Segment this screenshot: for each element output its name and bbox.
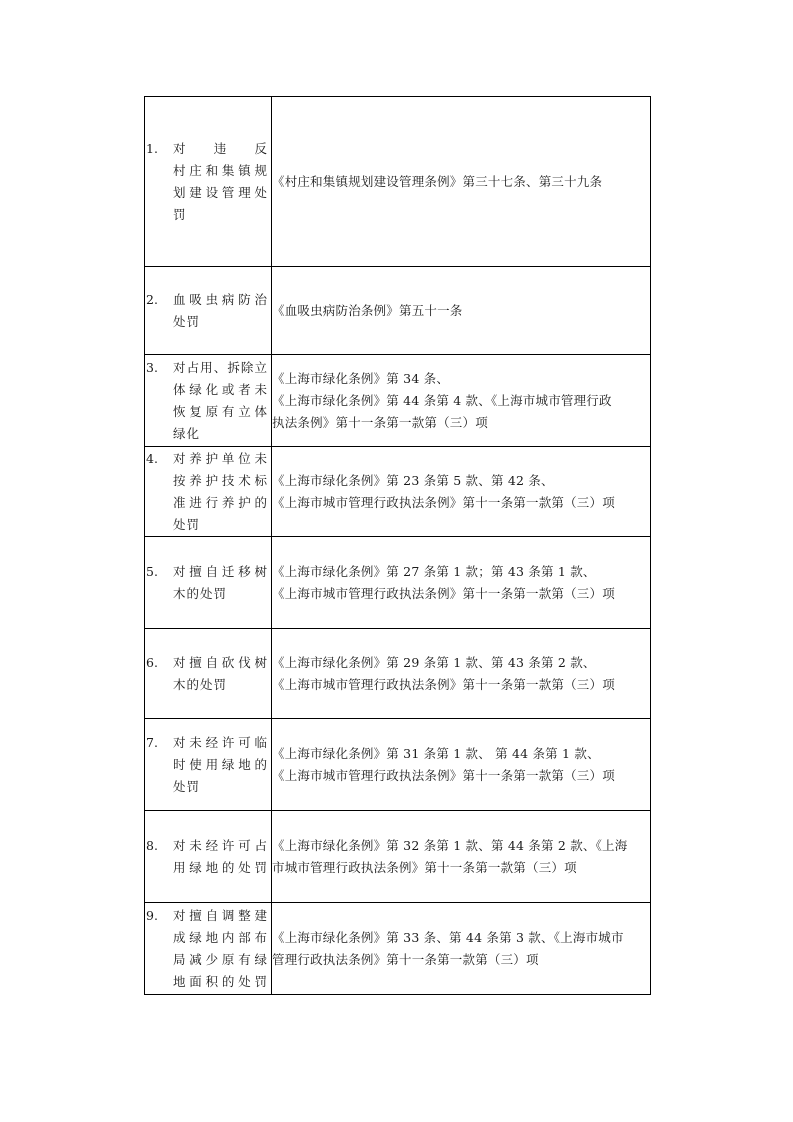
legal-basis-line: 《血吸虫病防治条例》第五十一条 [272, 302, 463, 318]
table-row [145, 629, 651, 719]
penalty-item-name-line: 准进行养护的 [173, 494, 268, 510]
penalty-item-name-line: 对养护单位未 [173, 450, 268, 466]
legal-basis-line: 《上海市绿化条例》第 23 条第 5 款、第 42 条、 [272, 472, 554, 488]
penalty-item-name-line: 划建设管理处 [173, 184, 268, 200]
penalty-item-name-line: 村庄和集镇规 [173, 162, 268, 178]
legal-basis-line: 《上海市城市管理行政执法条例》第十一条第一款第（三）项 [272, 676, 615, 692]
penalty-item-name-line: 血吸虫病防治 [173, 291, 268, 307]
penalty-item-name-line: 处罚 [173, 778, 201, 794]
legal-basis-line: 执法条例》第十一条第一款第（三）项 [272, 414, 488, 430]
penalty-item-name-line: 局减少原有绿 [173, 951, 268, 967]
legal-basis-line: 《上海市城市管理行政执法条例》第十一条第一款第（三）项 [272, 585, 615, 601]
penalty-table [144, 96, 651, 995]
table-row [145, 97, 651, 267]
item-number: 7. [146, 734, 158, 750]
penalty-item-name-line: 时使用绿地的 [173, 756, 268, 772]
penalty-item-name [173, 289, 268, 333]
penalty-item-name-line: 体绿化或者未 [173, 381, 268, 397]
table-row [145, 903, 651, 995]
legal-basis-cell [272, 811, 651, 903]
legal-basis-line: 《上海市绿化条例》第 29 条第 1 款、第 43 条第 2 款、 [272, 654, 596, 670]
penalty-item-name-line: 处罚 [173, 313, 201, 329]
penalty-item-name-line: 用绿地的处罚 [173, 859, 268, 875]
table-row [145, 537, 651, 629]
legal-basis-cell [272, 719, 651, 811]
penalty-item-cell [145, 97, 272, 267]
table-row [145, 719, 651, 811]
penalty-item-cell [145, 811, 272, 903]
item-number: 3. [146, 359, 158, 375]
legal-basis-cell [272, 447, 651, 537]
legal-basis-cell [272, 629, 651, 719]
penalty-item-name-line: 对未经许可临 [173, 734, 268, 750]
penalty-item-name [173, 138, 268, 226]
legal-basis-line: 《上海市绿化条例》第 33 条、第 44 条第 3 款、《上海市城市 [272, 929, 624, 945]
penalty-item-name-line: 处罚 [173, 516, 201, 532]
item-number: 9. [146, 907, 158, 923]
penalty-item-name-line: 对 违 反 [173, 140, 268, 156]
legal-basis-line: 《上海市绿化条例》第 27 条第 1 款；第 43 条第 1 款、 [272, 563, 596, 579]
item-number: 4. [146, 450, 158, 466]
table-row [145, 811, 651, 903]
penalty-item-name [173, 835, 268, 879]
legal-basis-cell [272, 267, 651, 355]
legal-basis-line: 《上海市绿化条例》第 34 条、 [272, 370, 450, 386]
penalty-item-name-line: 对未经许可占 [173, 837, 268, 853]
legal-basis-line: 《上海市城市管理行政执法条例》第十一条第一款第（三）项 [272, 494, 615, 510]
legal-basis-line: 管理行政执法条例》第十一条第一款第（三）项 [272, 951, 539, 967]
legal-basis-cell [272, 903, 651, 995]
penalty-item-name-line: 地面积的处罚 [173, 973, 268, 989]
penalty-item-name-line: 按养护技术标 [173, 472, 268, 488]
item-number: 2. [146, 291, 158, 307]
legal-basis-line: 《上海市城市管理行政执法条例》第十一条第一款第（三）项 [272, 767, 615, 783]
penalty-item-name-line: 木的处罚 [173, 585, 228, 601]
legal-basis-cell [272, 355, 651, 447]
legal-basis-cell [272, 97, 651, 267]
penalty-item-name [173, 357, 268, 445]
penalty-item-cell [145, 903, 272, 995]
legal-basis-line: 《上海市绿化条例》第 44 条第 4 款、《上海市城市管理行政 [272, 392, 612, 408]
penalty-item-name [173, 448, 268, 536]
legal-basis-line: 《村庄和集镇规划建设管理条例》第三十七条、第三十九条 [272, 173, 603, 189]
penalty-item-name-line: 对擅自调整建 [173, 907, 268, 923]
penalty-item-name [173, 732, 268, 798]
legal-basis-line: 市城市管理行政执法条例》第十一条第一款第（三）项 [272, 859, 577, 875]
item-number: 8. [146, 837, 158, 853]
penalty-item-cell [145, 719, 272, 811]
penalty-item-name-line: 成绿地内部布 [173, 929, 268, 945]
penalty-item-name-line: 罚 [173, 206, 187, 222]
penalty-item-name-line: 对擅自砍伐树 [173, 654, 268, 670]
penalty-item-cell [145, 629, 272, 719]
penalty-item-name [173, 561, 268, 605]
penalty-item-name-line: 对擅自迁移树 [173, 563, 268, 579]
penalty-item-cell [145, 537, 272, 629]
penalty-item-name-line: 对占用、拆除立 [173, 359, 268, 375]
table-row [145, 355, 651, 447]
legal-basis-line: 《上海市绿化条例》第 31 条第 1 款、 第 44 条第 1 款、 [272, 745, 600, 761]
penalty-item-name-line: 恢复原有立体 [173, 403, 268, 419]
item-number: 5. [146, 563, 158, 579]
table-body [145, 97, 651, 995]
table-row [145, 447, 651, 537]
item-number: 1. [146, 140, 158, 156]
penalty-item-name-line: 木的处罚 [173, 676, 228, 692]
item-number: 6. [146, 654, 158, 670]
penalty-item-name [173, 652, 268, 696]
penalty-item-name-line: 绿化 [173, 425, 201, 441]
penalty-item-cell [145, 267, 272, 355]
penalty-item-cell [145, 447, 272, 537]
penalty-item-name [173, 905, 268, 993]
penalty-item-cell [145, 355, 272, 447]
legal-basis-line: 《上海市绿化条例》第 32 条第 1 款、第 44 条第 2 款、《上海 [272, 837, 628, 853]
legal-basis-cell [272, 537, 651, 629]
table-row [145, 267, 651, 355]
